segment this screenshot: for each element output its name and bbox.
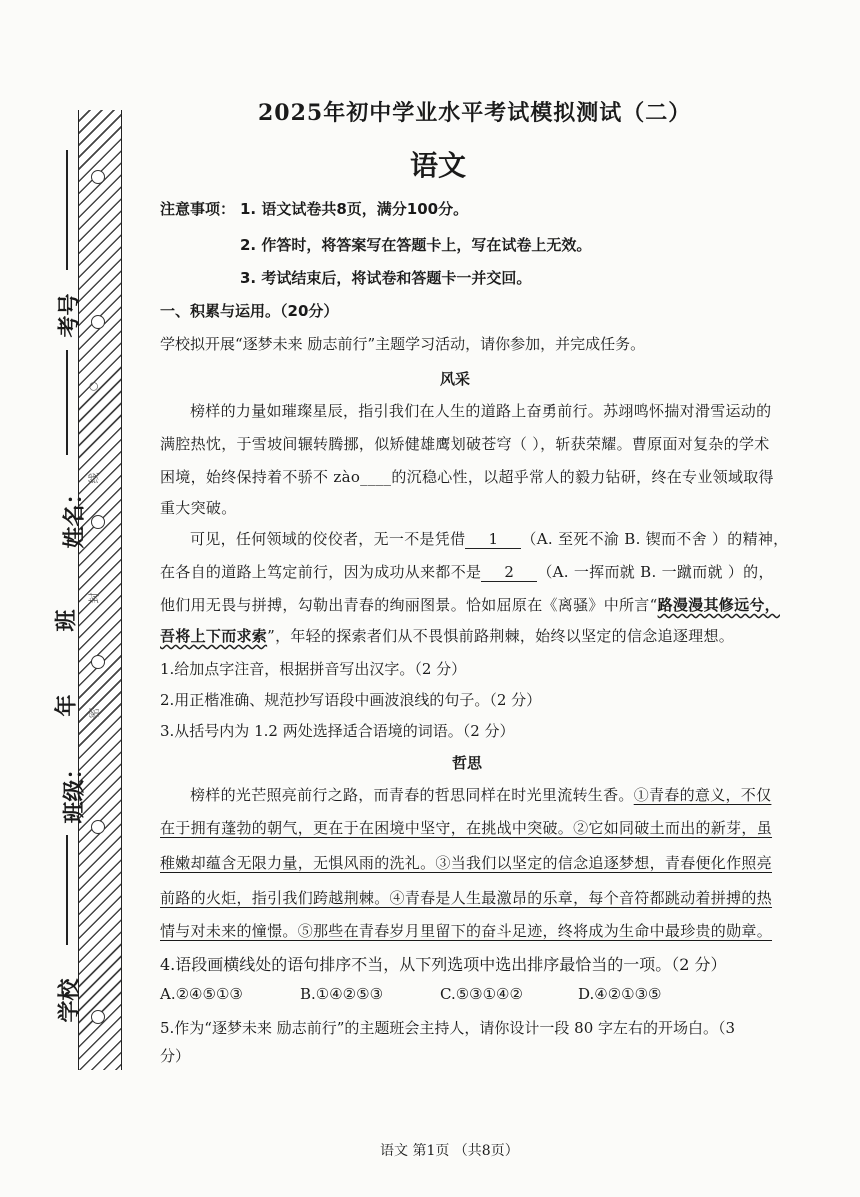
part-title-zhesi: 哲思 — [452, 754, 483, 772]
underlined-line: 稚嫩却蕴含无限力量，无惧风雨的洗礼。③当我们以坚定的信念追逐梦想，青春便化作照亮 — [160, 854, 773, 872]
section-heading: 一、积累与运用。（20分） — [160, 302, 339, 320]
binding-hole — [91, 655, 105, 669]
seal-mark: 密 — [87, 707, 101, 719]
seal-mark: ○ — [86, 381, 100, 392]
subject-title: 语文 — [410, 149, 467, 182]
binding-line — [66, 835, 68, 945]
underlined-line: 前路的火炬，指引我们跨越荆棘。④青春是人生最激昂的乐章，每个音符都跳动着拼搏的热 — [160, 889, 773, 907]
paragraph-text: 可见，任何领域的佼佼者，无一不是凭借 — [190, 530, 466, 548]
binding-line — [66, 350, 68, 455]
notice-item: 2. 作答时，将答案写在答题卡上，写在试卷上无效。 — [240, 236, 592, 254]
binding-label-name: 姓名： — [62, 482, 88, 549]
answer-blank-1: 1 — [465, 530, 521, 549]
binding-label-class: 班 — [54, 609, 80, 632]
wavy-quote: 路漫漫其修远兮， — [657, 596, 780, 614]
question-3: 3.从括号内为 1.2 两处选择适合语境的词语。（2 分） — [160, 722, 515, 740]
binding-label-school: 学校 — [57, 978, 83, 1023]
paragraph-line: 满腔热忱，于雪坡间辗转腾挪，似矫健雄鹰划破苍穹（ ），斩获荣耀。曹原面对复杂的学术 — [160, 435, 770, 453]
section-intro: 学校拟开展“逐梦未来 励志前行”主题学习活动，请你参加，并完成任务。 — [160, 335, 646, 353]
notice-item: 3. 考试结束后，将试卷和答题卡一并交回。 — [240, 269, 532, 287]
seal-mark: 封 — [87, 592, 101, 604]
underlined-line: 情与对未来的憧憬。⑤那些在青春岁月里留下的奋斗足迹，终将成为生命中最珍贵的勋章。 — [160, 922, 773, 940]
paragraph-text: ”，年轻的探索者们从不畏惧前路荆棘，始终以坚定的信念追逐理想。 — [267, 627, 735, 645]
binding-label-exam-number: 考号 — [57, 293, 83, 338]
question-4: 4.语段画横线处的语句排序不当，从下列选项中选出排序最恰当的一项。（2 分） — [160, 955, 727, 974]
binding-hatch — [78, 110, 122, 1070]
paragraph-text: 他们用无畏与拼搏，勾勒出青春的绚丽图景。恰如屈原在《离骚》中所言“ — [160, 596, 658, 614]
answer-blank-2: 2 — [481, 563, 537, 582]
paragraph-line — [190, 528, 788, 549]
paragraph-line — [160, 561, 774, 582]
binding-hole — [91, 515, 105, 529]
seal-mark: 线 — [87, 472, 101, 484]
paragraph-text: 榜样的光芒照亮前行之路，而青春的哲思同样在时光里流转生香。 — [190, 786, 634, 804]
wavy-quote: 吾将上下而求索 — [160, 627, 268, 645]
binding-label-grade: 年 — [54, 694, 80, 717]
paragraph-line: 困境，始终保持着不骄不 zào____的沉稳心性，以超乎常人的毅力钻研，终在专业领域取得 — [160, 468, 774, 486]
question-2: 2.用正楷准确、规范抄写语段中画波浪线的句子。（2 分） — [160, 691, 542, 709]
binding-label-class-field: 班级： — [62, 757, 88, 824]
paragraph-text: 在各自的道路上笃定前行，因为成功从来都不是 — [160, 563, 482, 581]
underlined-text: ①青春的意义，不仅 — [633, 786, 772, 804]
binding-hole — [91, 315, 105, 329]
paragraph-line: 重大突破。 — [160, 499, 237, 517]
question-5-continued: 分） — [160, 1047, 191, 1065]
underlined-line: 在于拥有蓬勃的朝气，更在于在困境中坚守，在挑战中突破。②它如同破土而出的新芽，虽 — [160, 819, 773, 837]
binding-hole — [91, 1010, 105, 1024]
paragraph-line — [160, 594, 780, 615]
paragraph-text: （A. 一挥而就 B. 一蹴而就 ）的， — [537, 563, 774, 581]
binding-strip — [0, 0, 130, 1197]
page-footer: 语文 第1页 （共8页） — [380, 1143, 519, 1159]
binding-hole — [91, 820, 105, 834]
question-5: 5.作为“逐梦未来 励志前行”的主题班会主持人，请你设计一段 80 字左右的开场白。（3 — [160, 1019, 736, 1037]
option-a: A.②④⑤①③ — [160, 985, 243, 1003]
binding-line — [66, 150, 68, 270]
paragraph-line: 榜样的力量如璀璨星辰，指引我们在人生的道路上奋勇前行。苏翊鸣怀揣对滑雪运动的 — [190, 402, 772, 420]
option-d: D.④②①③⑤ — [578, 985, 662, 1003]
exam-title: 2025年初中学业水平考试模拟测试（二） — [258, 100, 692, 126]
part-title-fengcai: 风采 — [440, 370, 471, 388]
binding-hole — [91, 170, 105, 184]
paragraph-line — [190, 784, 771, 805]
notice-item: 1. 语文试卷共8页，满分100分。 — [240, 200, 469, 218]
notice-label: 注意事项： — [160, 200, 236, 218]
question-1: 1.给加点字注音，根据拼音写出汉字。（2 分） — [160, 660, 467, 678]
option-c: C.⑤③①④② — [440, 985, 523, 1003]
paragraph-line — [160, 625, 734, 646]
option-b: B.①④②⑤③ — [300, 985, 384, 1003]
paragraph-text: （A. 至死不渝 B. 锲而不舍 ）的精神， — [521, 530, 789, 548]
